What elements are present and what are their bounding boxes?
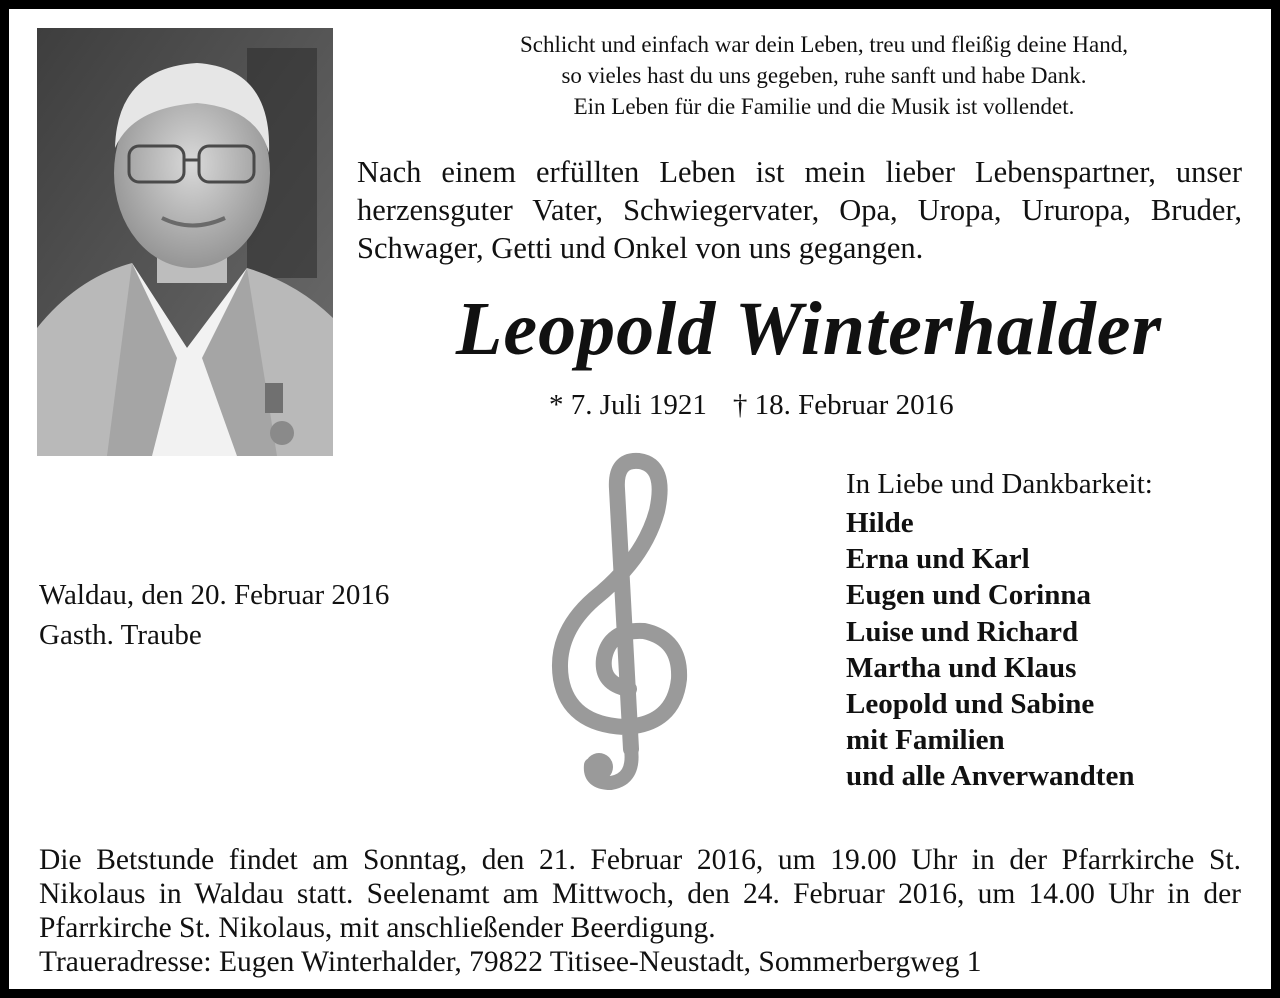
family-member: mit Familien (846, 724, 1005, 757)
service-info (39, 843, 1241, 979)
family-member: Hilde (846, 507, 914, 539)
verse-line: Ein Leben für die Familie und die Musik ist vollendet. (573, 94, 1075, 119)
deceased-name: Leopold Winterhalder (455, 287, 1163, 371)
verse-line: so vieles hast du uns gegeben, ruhe sanft und habe Dank. (561, 63, 1087, 88)
place-and-date (39, 575, 389, 655)
portrait-photo (37, 28, 333, 456)
family-heading: In Liebe und Dankbarkeit: (846, 468, 1153, 500)
family-member: Luise und Richard (846, 615, 1079, 648)
family-member: Leopold und Sabine (846, 688, 1095, 721)
mourning-address: Traueradresse: Eugen Winterhalder, 79822 Titisee-Neustadt, Sommerbergweg 1 (39, 946, 982, 978)
service-text: Die Betstunde findet am Sonntag, den 21. Februar 2016, um 19.00 Uhr in der Pfarrkirche St. Nikolaus in Waldau statt. Seelenamt am Mittwoch, den 24. Februar 2016, um 14.00 Uhr in der Pfarrkirche St. Nikolaus, mit anschließender Beerdigung. (39, 844, 1241, 944)
verse-line: Schlicht und einfach war dein Leben, treu und fleißig deine Hand, (519, 32, 1129, 57)
place-date: Waldau, den 20. Februar 2016 (39, 579, 390, 611)
verse (409, 29, 1239, 122)
family-member: Eugen und Corinna (846, 579, 1091, 612)
birth-date: * 7. Juli 1921 (549, 389, 707, 421)
treble-clef-icon (539, 449, 709, 799)
family-list (846, 463, 1153, 795)
life-dates (549, 387, 954, 423)
intro-text: Nach einem erfüllten Leben ist mein lieber Lebenspartner, unser herzensguter Vater, Schwiegervater, Opa, Uropa, Ururopa, Bruder, Schwager, Getti und Onkel von uns gegangen. (357, 155, 1242, 265)
death-date: † 18. Februar 2016 (732, 389, 954, 421)
family-member: und alle Anverwandten (846, 760, 1135, 793)
family-member: Martha und Klaus (846, 651, 1077, 684)
family-member: Erna und Karl (846, 543, 1030, 576)
venue: Gasth. Traube (39, 619, 202, 651)
